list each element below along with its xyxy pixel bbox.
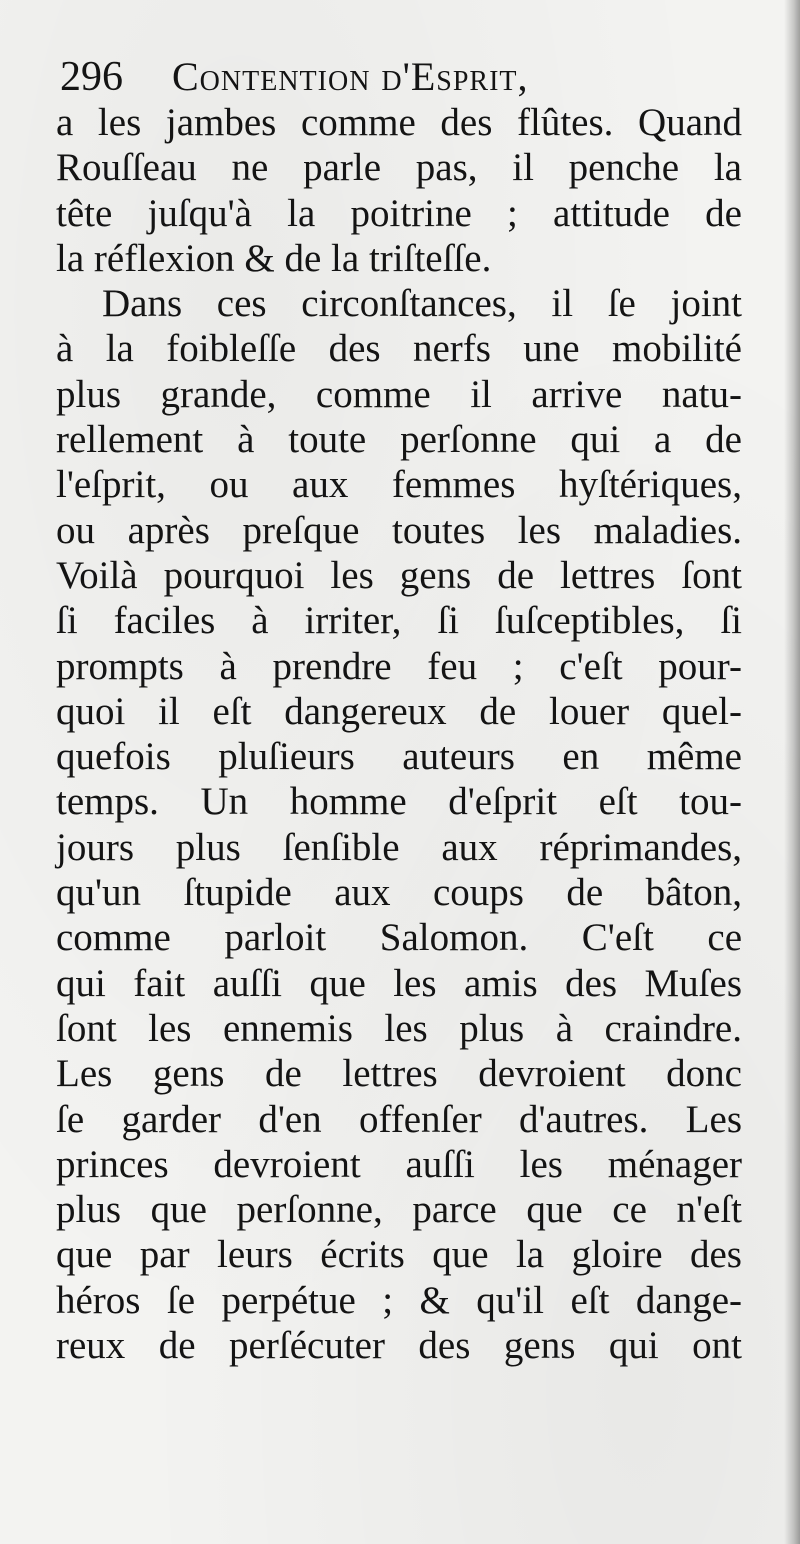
- text-line: ſe garder d'en offenſer d'autres. Les: [56, 1097, 742, 1141]
- text-line: quefois pluſieurs auteurs en même: [56, 735, 742, 779]
- text-line: prompts à prendre feu ; c'eſt pour-: [56, 644, 742, 688]
- text-line: plus que perſonne, parce que ce n'eſt: [56, 1188, 742, 1232]
- text-line: a les jambes comme des flûtes. Quand: [56, 101, 742, 144]
- text-line: rellement à toute perſonne qui a de: [56, 418, 742, 462]
- paragraph-first-line: Dans ces circonſtances, il ſe joint: [102, 282, 742, 326]
- page-edge-shadow: [784, 0, 800, 1544]
- text-line: Les gens de lettres devroient donc: [56, 1052, 742, 1096]
- text-line: ſont les ennemis les plus à craindre.: [56, 1006, 742, 1050]
- text-line: héros ſe perpétue ; & qu'il eſt dange-: [56, 1278, 742, 1322]
- text-line: temps. Un homme d'eſprit eſt tou-: [56, 780, 742, 824]
- text-line: la réflexion & de la triſteſſe.: [56, 236, 492, 280]
- text-line: princes devroient auſſi les ménager: [56, 1142, 742, 1186]
- page-header: [60, 48, 740, 106]
- text-line: qu'un ſtupide aux coups de bâton,: [56, 871, 742, 915]
- text-line: Voilà pourquoi les gens de lettres ſont: [56, 553, 742, 597]
- text-line: qui fait auſſi que les amis des Muſes: [56, 961, 742, 1005]
- text-line: ſi faciles à irriter, ſi ſuſceptibles, ſi: [56, 599, 742, 643]
- text-line: comme parloit Salomon. C'eſt ce: [56, 916, 742, 960]
- text-line: quoi il eſt dangereux de louer quel-: [56, 689, 742, 733]
- text-line: que par leurs écrits que la gloire des: [56, 1233, 742, 1277]
- text-line: ou après preſque toutes les maladies.: [56, 508, 742, 552]
- text-line: à la foibleſſe des nerfs une mobilité: [56, 327, 742, 371]
- text-line: jours plus ſenſible aux réprimandes,: [56, 825, 742, 869]
- body-text: [56, 100, 742, 1368]
- text-line: reux de perſécuter des gens qui ont: [56, 1324, 742, 1368]
- text-line: tête juſqu'à la poitrine ; attitude de: [56, 191, 742, 235]
- running-title: Contention d'Esprit,: [172, 54, 529, 99]
- text-line: Rouſſeau ne parle pas, il penche la: [56, 146, 742, 190]
- text-line: plus grande, comme il arrive natu-: [56, 372, 742, 416]
- page-number: 296: [60, 54, 123, 100]
- text-line: l'eſprit, ou aux femmes hyſtériques,: [56, 463, 742, 507]
